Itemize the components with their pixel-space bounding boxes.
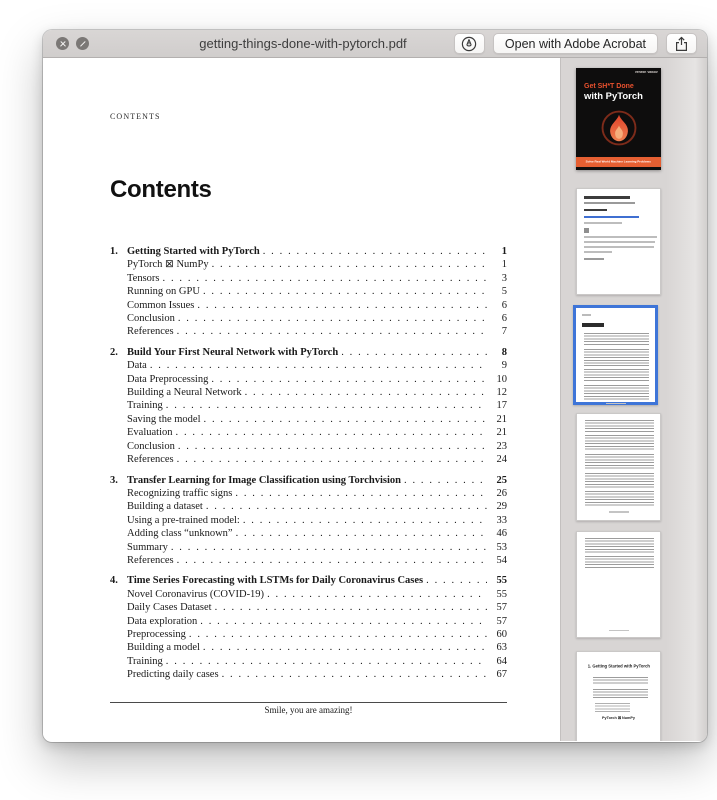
thumbnail-toc-2[interactable] bbox=[576, 413, 661, 521]
toc-entry[interactable]: Predicting daily cases . . . 67 bbox=[110, 668, 507, 681]
thumbnail-sidebar bbox=[560, 58, 707, 741]
toolbar-actions bbox=[454, 33, 697, 54]
table-of-contents bbox=[110, 245, 507, 682]
thumb-line bbox=[584, 258, 604, 260]
slash-icon bbox=[80, 41, 86, 47]
thumbnail-chapter-1[interactable] bbox=[576, 651, 661, 741]
cover-banner bbox=[576, 157, 661, 167]
toc-entry[interactable]: Conclusion . . . 23 bbox=[110, 440, 507, 453]
toc-section bbox=[110, 346, 507, 467]
markup-button[interactable] bbox=[454, 33, 485, 54]
toc-entry[interactable]: References . . . 24 bbox=[110, 453, 507, 466]
thumb-paragraph bbox=[593, 677, 648, 685]
thumb-toc-group bbox=[584, 385, 649, 400]
thumb-line bbox=[584, 246, 654, 248]
preview-window bbox=[43, 30, 707, 742]
toc-entry[interactable]: Saving the model . . . 21 bbox=[110, 413, 507, 426]
toc-entry[interactable]: Data exploration . . . 57 bbox=[110, 615, 507, 628]
toc-entry[interactable]: Running on GPU . . . 5 bbox=[110, 285, 507, 298]
toc-entry[interactable]: References . . . 7 bbox=[110, 325, 507, 338]
thumb-toc-group bbox=[585, 454, 654, 470]
thumb-line bbox=[584, 196, 630, 199]
thumb-line bbox=[584, 216, 639, 218]
thumb-section-title: PyTorch ⊠ NumPy bbox=[601, 716, 636, 721]
toc-entry[interactable]: Novel Coronavirus (COVID-19) . . . 55 bbox=[110, 588, 507, 601]
thumb-line bbox=[584, 222, 622, 224]
toc-entry[interactable]: Training . . . 17 bbox=[110, 399, 507, 412]
thumb-icon bbox=[584, 228, 589, 233]
window-controls bbox=[56, 37, 102, 50]
page-title: Contents bbox=[110, 176, 212, 203]
toc-entry[interactable]: 4. Time Series Forecasting with LSTMs for Daily Coronavirus Cases . . . 55 bbox=[110, 574, 507, 587]
toc-entry[interactable]: Evaluation . . . 21 bbox=[110, 426, 507, 439]
toc-entry[interactable]: Data . . . 9 bbox=[110, 359, 507, 372]
toc-section bbox=[110, 245, 507, 339]
thumb-toc-group bbox=[584, 333, 649, 346]
thumb-line bbox=[584, 251, 612, 253]
toc-entry[interactable]: References . . . 54 bbox=[110, 554, 507, 567]
toc-entry[interactable]: Daily Cases Dataset . . . 57 bbox=[110, 601, 507, 614]
thumbnail-cover[interactable] bbox=[576, 68, 661, 170]
thumb-toc-group bbox=[585, 473, 654, 488]
thumb-toc-group bbox=[584, 349, 649, 366]
toc-entry[interactable]: 2. Build Your First Neural Network with PyTorch . . . 8 bbox=[110, 346, 507, 359]
toc-entry[interactable]: Building a dataset . . . 29 bbox=[110, 500, 507, 513]
thumb-line bbox=[584, 202, 635, 204]
running-header: CONTENTS bbox=[110, 112, 161, 121]
toc-entry[interactable]: Using a pre-trained model: . . . 33 bbox=[110, 514, 507, 527]
thumb-footer-mark bbox=[606, 403, 626, 405]
footer-quote: Smile, you are amazing! bbox=[264, 704, 353, 715]
toc-entry[interactable]: Data Preprocessing . . . 10 bbox=[110, 373, 507, 386]
thumb-line bbox=[584, 209, 607, 212]
cover-author: Venelin Valkov bbox=[635, 71, 658, 75]
pdf-page bbox=[43, 58, 560, 741]
thumb-toc-group bbox=[585, 491, 654, 507]
thumb-toc-group bbox=[585, 556, 654, 569]
thumbnail-contents-selected[interactable] bbox=[573, 305, 658, 405]
cover-title-line1: Get SH*T Done bbox=[584, 83, 634, 90]
thumb-line bbox=[584, 241, 655, 243]
toc-entry[interactable]: Adding class “unknown” . . . 46 bbox=[110, 527, 507, 540]
thumb-running-header bbox=[582, 314, 591, 316]
toc-entry[interactable]: PyTorch ⊠ NumPy . . . 1 bbox=[110, 258, 507, 271]
toc-entry[interactable]: 1. Getting Started with PyTorch . . . 1 bbox=[110, 245, 507, 258]
toc-entry[interactable]: 3. Transfer Learning for Image Classification using Torchvision . . . 25 bbox=[110, 474, 507, 487]
close-button[interactable] bbox=[56, 37, 69, 50]
window-content bbox=[43, 58, 707, 741]
toc-section bbox=[110, 574, 507, 681]
thumb-toc-group bbox=[585, 435, 654, 451]
thumb-footer-mark bbox=[609, 630, 629, 632]
titlebar bbox=[43, 30, 707, 58]
toc-entry[interactable]: Summary . . . 53 bbox=[110, 541, 507, 554]
share-button[interactable] bbox=[666, 33, 697, 54]
toc-entry[interactable]: Training . . . 64 bbox=[110, 655, 507, 668]
thumb-line bbox=[584, 236, 657, 238]
toc-entry[interactable]: Recognizing traffic signs . . . 26 bbox=[110, 487, 507, 500]
thumb-contents-heading bbox=[582, 323, 604, 327]
thumb-toc-group bbox=[584, 369, 649, 382]
flame-logo-icon bbox=[600, 109, 638, 147]
toc-entry[interactable]: Tensors . . . 3 bbox=[110, 272, 507, 285]
thumb-toc-group bbox=[585, 538, 654, 553]
window-title: getting-things-done-with-pytorch.pdf bbox=[199, 36, 407, 51]
page-footer bbox=[110, 702, 507, 715]
toc-entry[interactable]: Building a Neural Network . . . 12 bbox=[110, 386, 507, 399]
toc-entry[interactable]: Common Issues . . . 6 bbox=[110, 299, 507, 312]
cover-title-line2: with PyTorch bbox=[584, 91, 643, 102]
toc-entry[interactable]: Conclusion . . . 6 bbox=[110, 312, 507, 325]
toc-entry[interactable]: Building a model . . . 63 bbox=[110, 641, 507, 654]
thumb-footer-mark bbox=[609, 511, 629, 513]
thumb-chapter-heading: 1. Getting Started with PyTorch bbox=[587, 664, 650, 669]
markup-pen-icon bbox=[461, 36, 477, 52]
open-with-acrobat-button[interactable]: Open with Adobe Acrobat bbox=[493, 33, 658, 54]
toc-entry[interactable]: Preprocessing . . . 60 bbox=[110, 628, 507, 641]
thumb-paragraph bbox=[593, 689, 648, 700]
share-icon bbox=[674, 36, 689, 52]
thumb-code-block bbox=[595, 703, 630, 713]
thumb-toc-group bbox=[585, 420, 654, 432]
toc-section bbox=[110, 474, 507, 568]
thumbnail-title-page[interactable] bbox=[576, 188, 661, 295]
thumbnail-toc-3[interactable] bbox=[576, 531, 661, 638]
minimize-button[interactable] bbox=[76, 37, 89, 50]
cover-banner-text: Solve Real World Machine Learning Problems bbox=[585, 160, 652, 164]
